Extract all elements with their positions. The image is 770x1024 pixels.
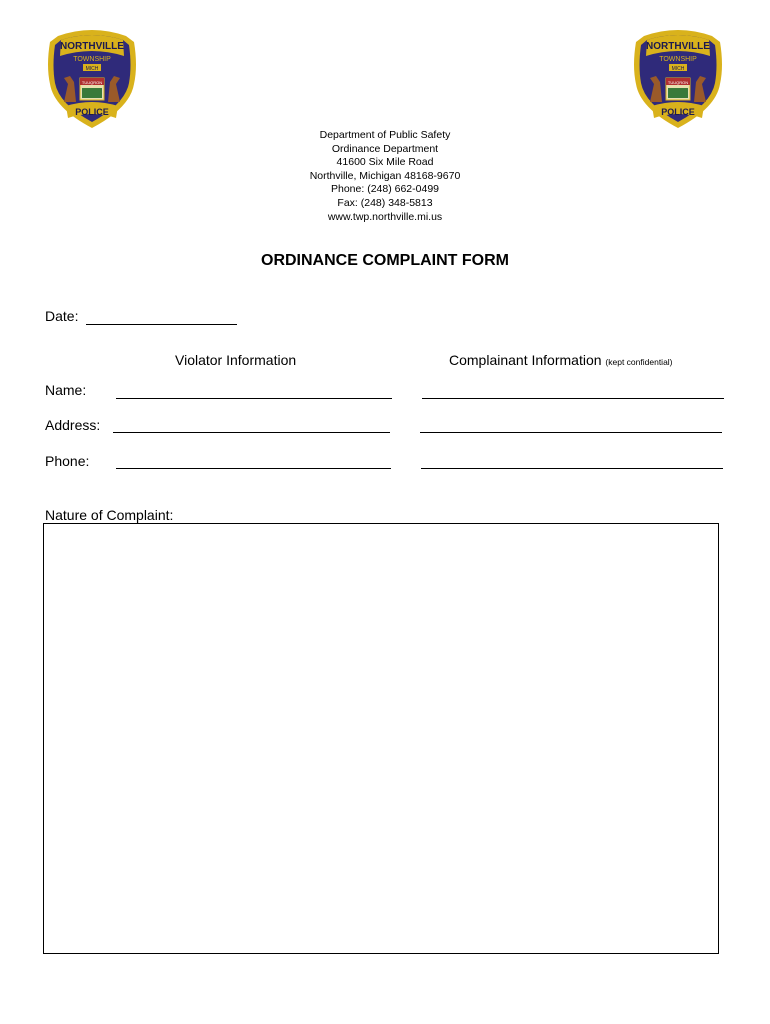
complainant-address-field[interactable] — [420, 432, 722, 433]
name-label: Name: — [45, 382, 87, 398]
date-field[interactable] — [86, 324, 237, 325]
complainant-heading — [449, 352, 673, 368]
address-label: Address: — [45, 417, 101, 433]
patch-state-text: MICH — [671, 66, 685, 72]
violator-name-field[interactable] — [116, 398, 392, 399]
confidential-note: (kept confidential) — [605, 357, 673, 367]
nature-of-complaint-label: Nature of Complaint: — [45, 507, 174, 523]
police-patch-icon — [44, 26, 140, 132]
patch-shield-text: TUUQRON — [667, 80, 689, 85]
police-patch-logo-right — [630, 26, 726, 132]
patch-middle-text: TOWNSHIP — [73, 56, 111, 63]
patch-shield-text: TUUQRON — [81, 80, 103, 85]
department-name: Department of Public Safety — [319, 129, 451, 141]
website-url: www.twp.northville.mi.us — [327, 210, 443, 223]
city-state-zip: Northville, Michigan 48168-9670 — [309, 169, 461, 182]
police-patch-logo-left — [44, 26, 140, 132]
letterhead — [0, 129, 770, 224]
division-name: Ordinance Department — [331, 142, 439, 155]
phone-number: Phone: (248) 662-0499 — [331, 183, 439, 196]
fax-number: Fax: (248) 348-5813 — [337, 196, 433, 209]
complainant-phone-field[interactable] — [421, 468, 723, 469]
police-patch-icon — [630, 26, 726, 132]
patch-top-text: NORTHVILLE — [60, 41, 124, 52]
violator-address-field[interactable] — [113, 432, 390, 433]
patch-bottom-text: POLICE — [661, 107, 695, 117]
patch-state-text: MICH — [85, 66, 99, 72]
violator-heading: Violator Information — [175, 352, 297, 368]
patch-middle-text: TOWNSHIP — [659, 56, 697, 63]
patch-bottom-text: POLICE — [75, 107, 109, 117]
nature-of-complaint-textarea[interactable] — [43, 523, 719, 954]
patch-top-text: NORTHVILLE — [646, 41, 710, 52]
phone-label: Phone: — [45, 453, 90, 469]
violator-phone-field[interactable] — [116, 468, 391, 469]
street-address: 41600 Six Mile Road — [336, 156, 434, 169]
form-title: ORDINANCE COMPLAINT FORM — [261, 252, 509, 269]
complainant-heading-text: Complainant Information — [449, 352, 602, 368]
date-label: Date: — [45, 308, 79, 324]
complainant-name-field[interactable] — [422, 398, 724, 399]
